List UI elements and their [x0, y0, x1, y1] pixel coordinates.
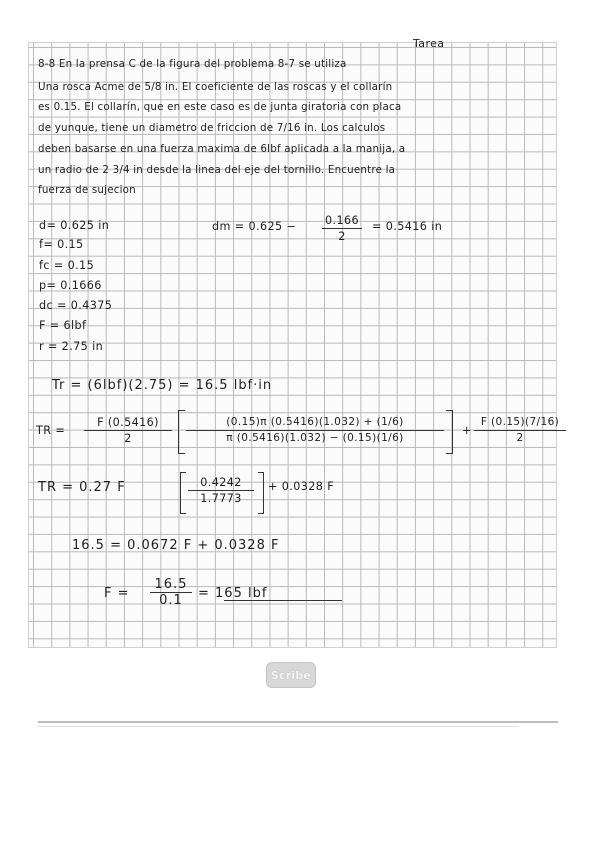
- dm-numerator: 0.166: [324, 214, 360, 227]
- dm-rhs: = 0.5416 in: [372, 220, 443, 233]
- tr-formula-plus: +: [462, 424, 472, 437]
- problem-line: fuerza de sujecion: [38, 184, 136, 196]
- tr-fraction-1: [84, 416, 172, 445]
- answer-underline: [224, 600, 342, 601]
- problem-line: Una rosca Acme de 5/8 in. El coeficiente de las roscas y el collarín: [38, 81, 393, 93]
- right-bracket: [446, 410, 453, 454]
- final-rhs: = 165 lbf: [198, 586, 268, 601]
- problem-line: es 0.15. El collarín, que en este caso es de junta giratoria con placa: [38, 101, 402, 113]
- tr-inner-num: (0.15)π (0.5416)(1.032) + (1/6): [226, 416, 404, 428]
- tr-inner-fraction: [186, 416, 444, 445]
- dm-fraction: [322, 214, 362, 243]
- scribe-logo: Scribe: [266, 662, 316, 688]
- problem-line: un radio de 2 3/4 in desde la linea del eje del tornillo. Encuentre la: [38, 164, 396, 176]
- final-fraction: [150, 578, 192, 607]
- tr-numeric-lhs: TR = 0.27 F: [38, 480, 126, 495]
- problem-line: deben basarse en una fuerza maxima de 6lbf aplicada a la manija, a: [38, 143, 406, 155]
- tr-numeric-num: 0.4242: [200, 476, 242, 489]
- page-divider: [38, 721, 558, 723]
- dm-denominator: 2: [338, 230, 346, 243]
- given-item: dc = 0.4375: [39, 299, 113, 312]
- sum-equation: 16.5 = 0.0672 F + 0.0328 F: [72, 538, 280, 553]
- right-bracket: [258, 472, 264, 514]
- given-item: p= 0.1666: [39, 279, 102, 292]
- left-bracket: [178, 410, 185, 454]
- tr-formula-lhs: TR =: [36, 424, 66, 437]
- tr-fraction-2-den: 2: [516, 432, 524, 444]
- tr-numeric-den: 1.7773: [200, 492, 242, 505]
- tr-fraction-1-num: F (0.5416): [97, 416, 159, 429]
- left-bracket: [180, 472, 186, 514]
- header-tag: Tarea: [413, 37, 445, 50]
- problem-line: 8-8 En la prensa C de la figura del problema 8-7 se utiliza: [38, 58, 347, 70]
- given-item: d= 0.625 in: [39, 219, 110, 232]
- tr-numeric-tail: + 0.0328 F: [268, 480, 335, 493]
- page-divider: [38, 726, 518, 727]
- given-item: fc = 0.15: [39, 259, 95, 272]
- final-num: 16.5: [154, 577, 188, 592]
- tr-equation: Tr = (6lbf)(2.75) = 16.5 lbf·in: [52, 378, 273, 393]
- tr-fraction-2-num: F (0.15)(7/16): [480, 416, 560, 428]
- dm-lhs: dm = 0.625 −: [212, 220, 297, 233]
- problem-line: de yunque, tiene un diametro de friccion de 7/16 in. Los calculos: [38, 122, 386, 134]
- final-den: 0.1: [159, 593, 183, 608]
- given-item: F = 6lbf: [39, 319, 87, 332]
- tr-fraction-1-den: 2: [124, 432, 132, 445]
- tr-inner-den: π (0.5416)(1.032) − (0.15)(1/6): [226, 432, 404, 444]
- tr-fraction-2: [474, 416, 566, 445]
- final-lhs: F =: [104, 586, 130, 601]
- given-item: r = 2.75 in: [39, 340, 104, 353]
- tr-numeric-fraction: [188, 476, 254, 505]
- given-item: f= 0.15: [39, 238, 84, 251]
